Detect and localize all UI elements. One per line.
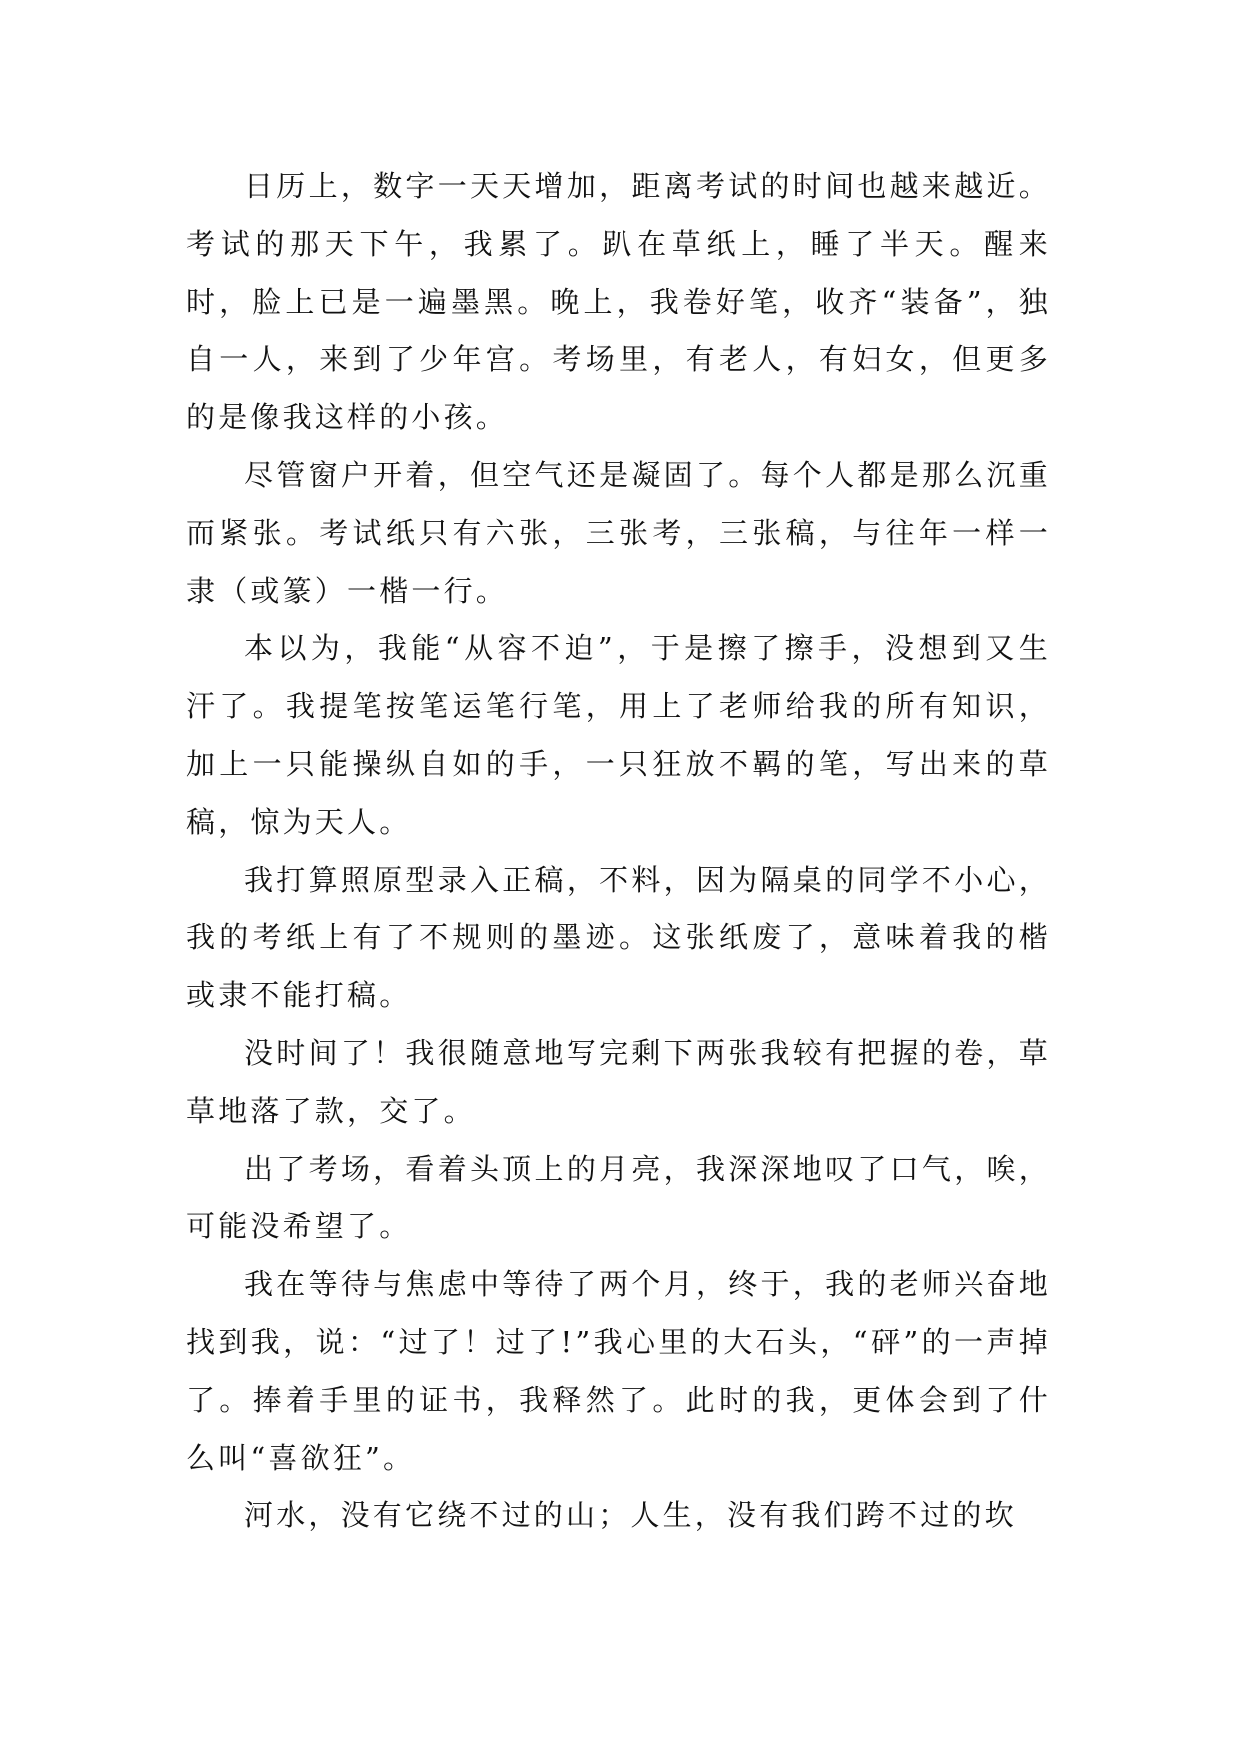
paragraph-1: 日历上，数字一天天增加，距离考试的时间也越来越近。考试的那天下午，我累了。趴在草纸上，睡了半天。醒来时，脸上已是一遍墨黑。晚上，我卷好笔，收齐“装备”，独自一人，来到了少年宫。考场里，有老人，有妇女，但更多的是像我这样的小孩。 xyxy=(186,169,1051,435)
document-body xyxy=(186,158,1051,1545)
paragraph-7: 我在等待与焦虑中等待了两个月，终于，我的老师兴奋地找到我，说：“过了！过了!”我心里的大石头，“砰”的一声掉了。捧着手里的证书，我释然了。此时的我，更体会到了什么叫“喜欲狂”。 xyxy=(186,1267,1051,1475)
paragraph-4: 我打算照原型录入正稿，不料，因为隔桌的同学不小心，我的考纸上有了不规则的墨迹。这张纸废了，意味着我的楷或隶不能打稿。 xyxy=(186,862,1051,1013)
paragraph-2: 尽管窗户开着，但空气还是凝固了。每个人都是那么沉重而紧张。考试纸只有六张，三张考，三张稿，与往年一样一隶（或篆）一楷一行。 xyxy=(186,457,1051,608)
paragraph-8: 河水，没有它绕不过的山；人生，没有我们跨不过的坎 xyxy=(244,1498,1017,1533)
paragraph-5: 没时间了！我很随意地写完剩下两张我较有把握的卷，草草地落了款，交了。 xyxy=(186,1035,1051,1128)
paragraph-3: 本以为，我能“从容不迫”，于是擦了擦手，没想到又生汗了。我提笔按笔运笔行笔，用上了老师给我的所有知识，加上一只能操纵自如的手，一只狂放不羁的笔，写出来的草稿，惊为天人。 xyxy=(186,631,1051,839)
paragraph-6: 出了考场，看着头顶上的月亮，我深深地叹了口气，唉，可能没希望了。 xyxy=(186,1151,1051,1244)
